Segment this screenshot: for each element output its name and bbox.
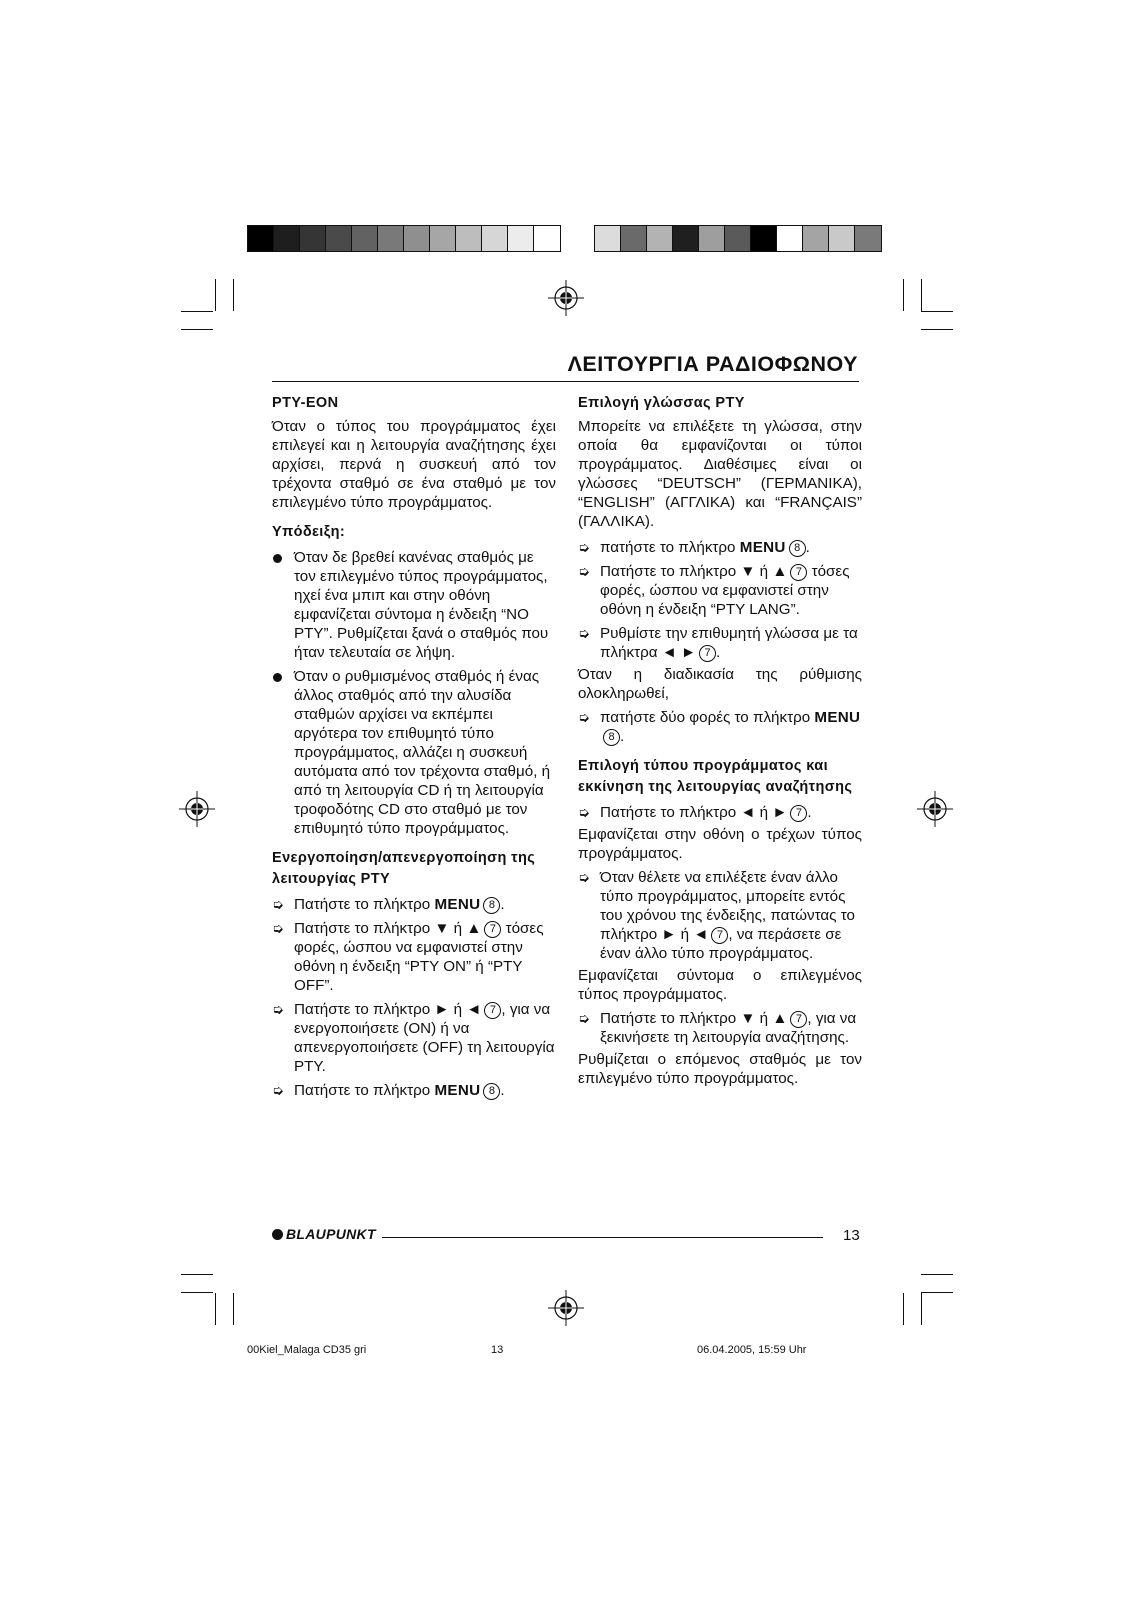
brand-name: BLAUPUNKT xyxy=(286,1226,376,1242)
crop-mark xyxy=(921,1274,953,1275)
color-swatch xyxy=(456,226,482,251)
footer-rule xyxy=(382,1237,823,1238)
crop-mark xyxy=(181,1274,213,1275)
step-arrow-icon: ➭ xyxy=(578,1010,590,1026)
instruction-step: ➭ πατήστε το πλήκτρο MENU 8 . xyxy=(578,539,810,556)
registration-mark-icon xyxy=(548,1290,584,1326)
section-heading-program-type-search: Επιλογή τύπου προγράμματος και εκκίνηση της λειτουργίας αναζήτησης xyxy=(578,758,853,795)
page-title: ΛΕΙΤΟΥΡΓΙΑ ΡΑΔΙΟΦΩΝΟΥ xyxy=(567,352,858,376)
color-swatch xyxy=(248,226,274,251)
color-swatch xyxy=(508,226,534,251)
paragraph: Εμφανίζεται σύντομα ο επιλεγμένος τύπος προγράμματος. xyxy=(578,967,862,1003)
instruction-step: ➭ Όταν θέλετε να επιλέξετε έναν άλλο τύπο προγράμματος, μπορείτε εντός του χρόνου της ένδειξης, πατώντας το πλήκτρο ► ή ◄ 7 , να περάσετε σε έναν άλλο τύπο προγράμματος. xyxy=(578,869,855,962)
paragraph: Ρυθμίζεται ο επόμενος σταθμός με τον επιλεγμένο τύπο προγράμματος. xyxy=(578,1051,862,1087)
instruction-step: ➭ Πατήστε το πλήκτρο ▼ ή ▲ 7 , για να ξεκινήσετε τη λειτουργία αναζήτησης. xyxy=(578,1010,857,1046)
crop-mark xyxy=(181,311,213,312)
right-column xyxy=(578,393,862,1088)
color-swatch xyxy=(803,226,829,251)
key-number-badge: 7 xyxy=(790,1011,807,1028)
step-arrow-icon: ➭ xyxy=(578,709,590,725)
color-swatch xyxy=(352,226,378,251)
section-heading-pty-eon: PTY-EON xyxy=(272,395,339,411)
step-arrow-icon: ➭ xyxy=(272,1082,284,1098)
paragraph: Εμφανίζεται στην οθόνη ο τρέχων τύπος προγράμματος. xyxy=(578,826,862,862)
crop-mark xyxy=(215,279,216,311)
color-swatch xyxy=(829,226,855,251)
instruction-step: ➭ πατήστε δύο φορές το πλήκτρο MENU8 . xyxy=(578,709,861,745)
section-heading-note: Υπόδειξη: xyxy=(272,524,346,540)
color-swatch xyxy=(274,226,300,251)
crop-mark xyxy=(233,1293,234,1325)
key-label: MENU xyxy=(434,896,481,913)
crop-mark xyxy=(921,1292,953,1293)
key-label: MENU xyxy=(814,709,861,726)
crop-mark xyxy=(233,279,234,311)
crop-mark xyxy=(921,279,922,311)
color-swatch xyxy=(777,226,803,251)
section-heading-pty-language: Επιλογή γλώσσας PTY xyxy=(578,395,745,411)
list-item xyxy=(272,667,556,838)
section-heading-pty-toggle: Ενεργοποίηση/απενεργοποίηση της λειτουργίας PTY xyxy=(272,850,536,887)
color-swatch xyxy=(725,226,751,251)
crop-mark xyxy=(181,329,213,330)
key-number-badge: 8 xyxy=(603,729,620,746)
key-number-badge: 7 xyxy=(484,1002,501,1019)
instruction-step: ➭ Πατήστε το πλήκτρο ▼ ή ▲ 7 τόσες φορές, ώσπου να εμφανιστεί στην οθόνη η ένδειξη “PTY LANG”. xyxy=(578,563,850,618)
step-arrow-icon: ➭ xyxy=(578,869,590,885)
crop-mark xyxy=(921,1293,922,1325)
key-number-badge: 8 xyxy=(483,897,500,914)
color-swatch xyxy=(482,226,508,251)
registration-mark-icon xyxy=(917,791,953,827)
key-number-badge: 7 xyxy=(699,645,716,662)
list-item-text: Όταν δε βρεθεί κανένας σταθμός με τον επιλεγμένο τύπος προγράμματος, ηχεί ένα μπιπ και στην οθόνη εμφανίζεται σύντομα η ένδειξη “NO PTY”. Ρυθμίζεται ξανά ο σταθμός που ήταν τελευταία σε λήψη. xyxy=(294,549,549,661)
step-arrow-icon: ➭ xyxy=(578,539,590,555)
crop-mark xyxy=(921,329,953,330)
brand-dot-icon xyxy=(272,1229,283,1240)
crop-mark xyxy=(215,1293,216,1325)
brand-logo xyxy=(272,1226,376,1242)
color-swatch xyxy=(595,226,621,251)
color-swatch xyxy=(404,226,430,251)
instruction-step: ➭ Ρυθμίστε την επιθυμητή γλώσσα με τα πλήκτρα ◄ ► 7 . xyxy=(578,625,858,661)
color-swatch xyxy=(378,226,404,251)
instruction-step: ➭ Πατήστε το πλήκτρο ▼ ή ▲ 7 τόσες φορές, ώσπου να εμφανιστεί στην οθόνη η ένδειξη “PTY ON” ή “PTY OFF”. xyxy=(272,920,544,994)
color-swatch xyxy=(751,226,777,251)
instruction-step: ➭ Πατήστε το πλήκτρο ◄ ή ► 7 . xyxy=(578,804,812,821)
color-swatch xyxy=(534,226,560,251)
step-arrow-icon: ➭ xyxy=(272,896,284,912)
key-number-badge: 8 xyxy=(483,1083,500,1100)
step-arrow-icon: ➭ xyxy=(578,804,590,820)
instruction-step: ➭ Πατήστε το πλήκτρο ► ή ◄ 7 , για να ενεργοποιήσετε (ON) ή να απενεργοποιήσετε (OFF) τη λειτουργία PTY. xyxy=(272,1001,555,1075)
registration-mark-icon xyxy=(548,280,584,316)
paragraph: Όταν η διαδικασία της ρύθμισης ολοκληρωθεί, xyxy=(578,666,862,702)
step-arrow-icon: ➭ xyxy=(272,920,284,936)
print-slug-filename: 00Kiel_Malaga CD35 gri xyxy=(247,1344,367,1356)
color-swatch xyxy=(430,226,456,251)
color-calibration-bar-right xyxy=(594,225,882,252)
crop-mark xyxy=(903,1293,904,1325)
color-swatch xyxy=(326,226,352,251)
color-swatch xyxy=(300,226,326,251)
bullet-icon xyxy=(273,673,282,682)
key-number-badge: 8 xyxy=(789,540,806,557)
step-arrow-icon: ➭ xyxy=(272,1001,284,1017)
key-number-badge: 7 xyxy=(711,927,728,944)
color-calibration-bar-left xyxy=(247,225,561,252)
step-arrow-icon: ➭ xyxy=(578,625,590,641)
color-swatch xyxy=(855,226,881,251)
bullet-icon xyxy=(273,554,282,563)
crop-mark xyxy=(921,311,953,312)
color-swatch xyxy=(647,226,673,251)
title-rule xyxy=(272,381,859,382)
key-number-badge: 7 xyxy=(790,805,807,822)
color-swatch xyxy=(621,226,647,251)
key-label: MENU xyxy=(434,1082,481,1099)
key-label: MENU xyxy=(739,539,786,556)
instruction-step: ➭ Πατήστε το πλήκτρο MENU 8 . xyxy=(272,1082,505,1099)
page-number: 13 xyxy=(843,1227,860,1244)
left-column xyxy=(272,393,556,1100)
paragraph: Μπορείτε να επιλέξετε τη γλώσσα, στην οποία θα εμφανίζονται οι τύποι προγράμματος. Διαθέσιμες είναι οι γλώσσες “DEUTSCH” (ΓΕΡΜΑΝΙΚΑ), “ENGLISH” (ΑΓΓΛΙΚΑ) και “FRANÇAIS” (ΓΑΛΛΙΚΑ). xyxy=(578,418,862,530)
print-slug-timestamp: 06.04.2005, 15:59 Uhr xyxy=(697,1344,807,1356)
registration-mark-icon xyxy=(179,791,215,827)
color-swatch xyxy=(699,226,725,251)
instruction-step: ➭ Πατήστε το πλήκτρο MENU 8 . xyxy=(272,896,505,913)
crop-mark xyxy=(903,279,904,311)
paragraph: Όταν ο τύπος του προγράμματος έχει επιλεγεί και η λειτουργία αναζήτησης έχει αρχίσει, περνά η συσκευή από τον τρέχοντα σταθμό σε ένα σταθμό με τον επιλεγμένο τύπο προγράμματος. xyxy=(272,418,556,511)
list-item xyxy=(272,548,556,662)
key-number-badge: 7 xyxy=(484,921,501,938)
key-number-badge: 7 xyxy=(790,564,807,581)
print-slug-page: 13 xyxy=(491,1344,504,1356)
crop-mark xyxy=(181,1292,213,1293)
color-swatch xyxy=(673,226,699,251)
step-arrow-icon: ➭ xyxy=(578,563,590,579)
list-item-text: Όταν ο ρυθμισμένος σταθμός ή ένας άλλος σταθμός από την αλυσίδα σταθμών αρχίσει να εκπέμπει αργότερα τον επιθυμητό τύπο προγράμματος, αλλάζει η συσκευή αυτόματα από τον τρέχοντα σταθμό, ή από τη λειτουργία CD ή τη λειτουργία τροφοδότης CD στο σταθμό με τον επιθυμητό τύπο προγράμματος. xyxy=(294,668,551,837)
